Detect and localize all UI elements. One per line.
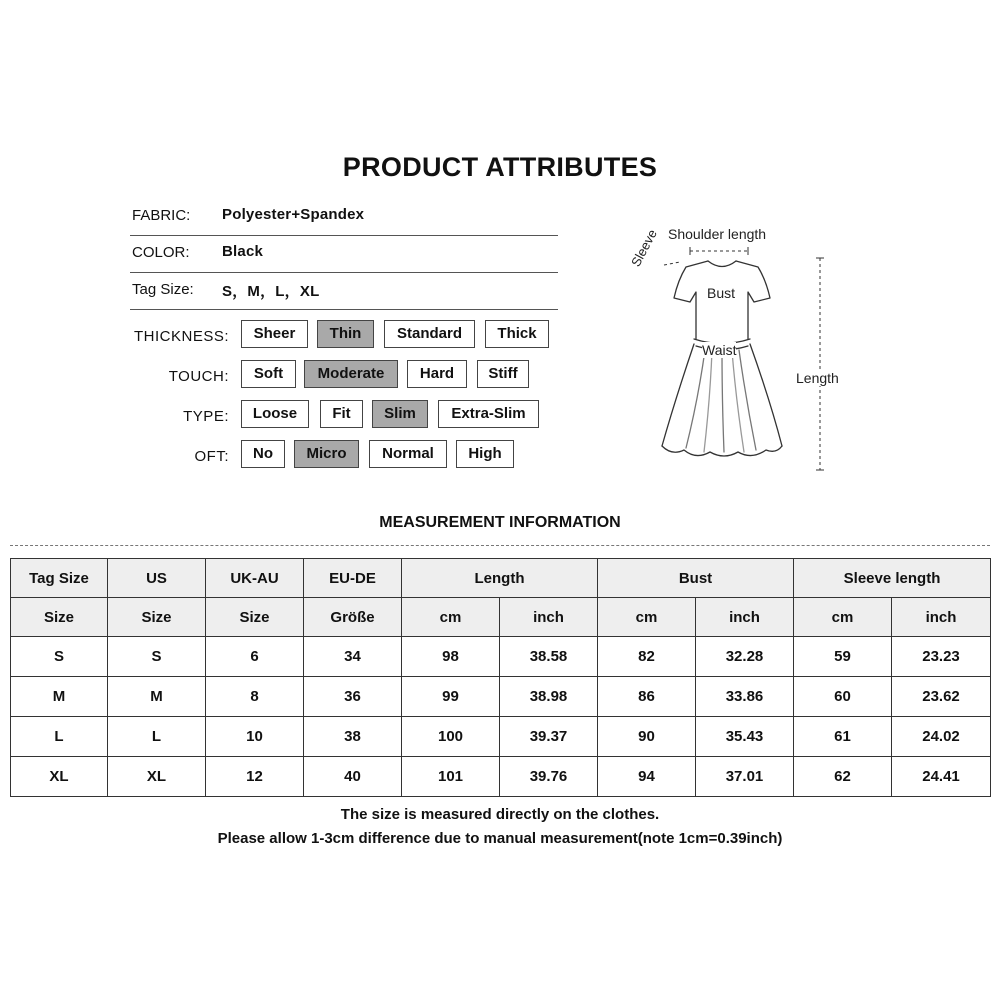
fabric-label: FABRIC: (132, 207, 191, 224)
table-cell: L (11, 717, 108, 757)
dashed-divider (10, 545, 990, 546)
color-row (130, 236, 558, 273)
table-row (11, 757, 991, 797)
type-option-fit: Fit (320, 400, 363, 428)
type-label: TYPE: (183, 408, 229, 425)
touch-option-soft: Soft (241, 360, 296, 388)
table-cell: 39.37 (500, 717, 598, 757)
header-cell: UK-AU (206, 559, 304, 598)
header-cell: Bust (598, 559, 794, 598)
subheader-cell: Size (11, 598, 108, 637)
table-cell: 6 (206, 637, 304, 677)
table-cell: 33.86 (696, 677, 794, 717)
thickness-label: THICKNESS: (133, 328, 229, 345)
thickness-option-thick: Thick (485, 320, 549, 348)
table-cell: 101 (402, 757, 500, 797)
subheader-cell: cm (402, 598, 500, 637)
table-cell: 39.76 (500, 757, 598, 797)
waist-label: Waist (702, 342, 737, 358)
sleeve-label: Sleeve (628, 226, 660, 270)
table-cell: 99 (402, 677, 500, 717)
table-row (11, 677, 991, 717)
dress-skirt-left (662, 344, 694, 446)
thickness-option-thin: Thin (317, 320, 374, 348)
note-allowance: Please allow 1-3cm difference due to manual measurement(note 1cm=0.39inch) (217, 830, 783, 847)
table-cell: 32.28 (696, 637, 794, 677)
shoulder-length-label: Shoulder length (668, 226, 767, 242)
bust-label: Bust (707, 285, 736, 301)
tag-size-label: Tag Size: (132, 281, 194, 298)
table-cell: 98 (402, 637, 500, 677)
tag-size-row (130, 273, 558, 310)
table-cell: S (11, 637, 108, 677)
table-cell: 90 (598, 717, 696, 757)
table-cell: M (11, 677, 108, 717)
dress-skirt-right (750, 344, 782, 446)
table-header-row (11, 559, 991, 598)
oft-label: OFT: (194, 448, 229, 465)
table-cell: 60 (794, 677, 892, 717)
thickness-option-sheer: Sheer (241, 320, 308, 348)
dress-left-sleeve-bodice (674, 261, 708, 339)
touch-option-moderate: Moderate (304, 360, 398, 388)
touch-option-stiff: Stiff (477, 360, 529, 388)
header-cell: Sleeve length (794, 559, 991, 598)
header-cell: Length (402, 559, 598, 598)
table-cell: 12 (206, 757, 304, 797)
table-cell: 38 (304, 717, 402, 757)
table-cell: 24.41 (892, 757, 991, 797)
color-value: Black (222, 243, 264, 260)
type-option-extra-slim: Extra-Slim (438, 400, 539, 428)
dress-right-sleeve-bodice (736, 261, 770, 339)
touch-label: TOUCH: (168, 368, 229, 385)
sleeve-guide (664, 262, 680, 265)
oft-option-micro: Micro (294, 440, 359, 468)
table-cell: 40 (304, 757, 402, 797)
table-cell: 82 (598, 637, 696, 677)
thickness-option-standard: Standard (384, 320, 475, 348)
table-cell: 8 (206, 677, 304, 717)
tag-size-value: S，M，L，XL (222, 283, 320, 300)
dress-diagram (620, 220, 870, 480)
table-cell: 59 (794, 637, 892, 677)
subheader-cell: Size (108, 598, 206, 637)
measurement-table (10, 558, 991, 797)
table-cell: L (108, 717, 206, 757)
table-cell: 100 (402, 717, 500, 757)
table-cell: 34 (304, 637, 402, 677)
subheader-cell: cm (794, 598, 892, 637)
table-cell: 62 (794, 757, 892, 797)
table-cell: 61 (794, 717, 892, 757)
subheader-cell: cm (598, 598, 696, 637)
oft-option-high: High (456, 440, 514, 468)
length-label: Length (796, 370, 839, 386)
table-cell: M (108, 677, 206, 717)
touch-option-hard: Hard (407, 360, 467, 388)
oft-option-normal: Normal (369, 440, 447, 468)
table-cell: S (108, 637, 206, 677)
fabric-row (130, 199, 558, 236)
dress-collar (708, 261, 736, 267)
dress-hem (662, 446, 782, 456)
page-title: PRODUCT ATTRIBUTES (342, 152, 658, 182)
table-cell: 35.43 (696, 717, 794, 757)
table-cell: 86 (598, 677, 696, 717)
subheader-cell: inch (500, 598, 598, 637)
table-row (11, 637, 991, 677)
header-cell: EU-DE (304, 559, 402, 598)
subheader-cell: inch (892, 598, 991, 637)
table-cell: 10 (206, 717, 304, 757)
fabric-value: Polyester+Spandex (222, 206, 365, 223)
table-cell: 23.62 (892, 677, 991, 717)
table-cell: 24.02 (892, 717, 991, 757)
note-measured: The size is measured directly on the clothes. (340, 806, 660, 823)
type-option-loose: Loose (241, 400, 309, 428)
color-label: COLOR: (132, 244, 190, 261)
table-cell: 37.01 (696, 757, 794, 797)
type-option-slim: Slim (372, 400, 428, 428)
oft-option-no: No (241, 440, 285, 468)
table-cell: 38.98 (500, 677, 598, 717)
table-cell: 94 (598, 757, 696, 797)
table-row (11, 717, 991, 757)
header-cell: US (108, 559, 206, 598)
subheader-cell: Size (206, 598, 304, 637)
table-cell: XL (108, 757, 206, 797)
subheader-cell: inch (696, 598, 794, 637)
table-cell: XL (11, 757, 108, 797)
measurement-title: MEASUREMENT INFORMATION (379, 514, 621, 531)
table-subheader-row (11, 598, 991, 637)
table-cell: 36 (304, 677, 402, 717)
subheader-cell: Größe (304, 598, 402, 637)
header-cell: Tag Size (11, 559, 108, 598)
table-cell: 23.23 (892, 637, 991, 677)
table-cell: 38.58 (500, 637, 598, 677)
